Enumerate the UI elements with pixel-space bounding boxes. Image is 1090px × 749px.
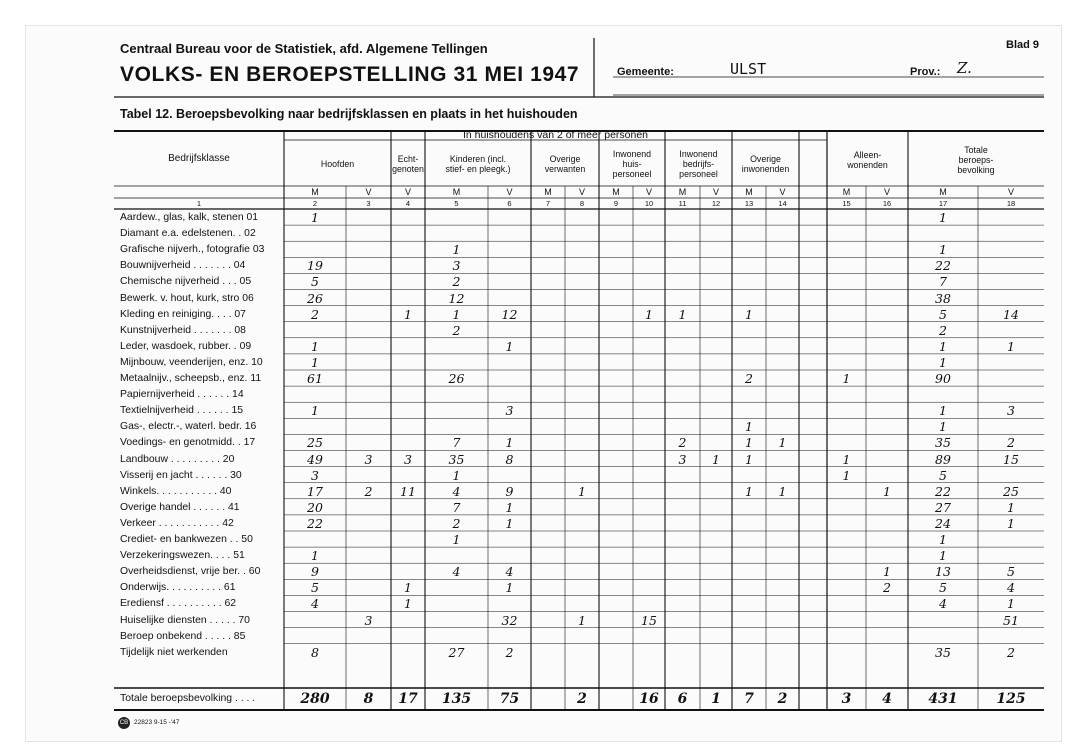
row-label: Leder, wasdoek, rubber. . 09	[120, 340, 252, 352]
table-cell: 22	[935, 258, 951, 274]
table-cell: 38	[935, 290, 951, 306]
table-cell: 9	[505, 483, 514, 499]
sex-label: M	[939, 187, 947, 197]
table-cell: 3	[364, 612, 373, 628]
totals-label: Totale beroepsbevolking . . . .	[120, 693, 256, 704]
column-number: 5	[454, 198, 459, 208]
row-label: Metaalnijv., scheepsb., enz. 11	[120, 373, 262, 384]
table-cell: 4	[452, 564, 461, 580]
table-cell: 1	[404, 596, 412, 612]
table-cell: 1	[883, 564, 891, 580]
table-cell: 89	[935, 451, 951, 467]
table-cell: 61	[307, 371, 323, 386]
row-label: Overige handel . . . . . . 41	[120, 501, 240, 513]
table-cell: 1	[505, 515, 514, 531]
table-cell: 1	[939, 354, 947, 370]
sex-label: V	[712, 187, 719, 197]
column-number: 13	[744, 198, 754, 208]
column-number: 7	[545, 198, 551, 208]
column-number: 11	[678, 198, 687, 208]
table-cell: 3	[364, 451, 373, 467]
table-cell: 3	[311, 467, 319, 483]
table-cell: 7	[452, 435, 461, 451]
totals-cell: 75	[499, 691, 520, 707]
table-cell: 1	[842, 467, 851, 483]
table-cell: 5	[1007, 564, 1015, 580]
column-number: 10	[644, 198, 654, 208]
table-cell: 2	[311, 306, 319, 322]
col-header-overige-verwanten: Overige verwanten	[544, 153, 586, 174]
totals-cell: 8	[363, 691, 374, 707]
table-title: Tabel 12. Beroepsbevolking naar bedrijfsklassen en plaats in het huishouden	[120, 107, 578, 121]
table-cell: 5	[939, 467, 947, 483]
row-label: Grafische nijverh., fotografie 03	[120, 244, 265, 256]
table-cell: 2	[452, 515, 461, 531]
table-cell: 1	[778, 435, 787, 451]
table-cell: 15	[641, 612, 657, 628]
col-header-totale-beroepsbevolking: Totale beroeps- bevolking	[957, 144, 995, 175]
sex-label: M	[311, 187, 319, 197]
row-label: Visserij en jacht . . . . . . 30	[120, 469, 242, 481]
totals-cell: 431	[928, 691, 958, 707]
table-cell: 1	[745, 483, 753, 499]
table-cell: 5	[939, 306, 947, 322]
table-cell: 1	[1007, 596, 1015, 612]
row-label: Winkels. . . . . . . . . . . 40	[120, 485, 232, 497]
table-cell: 14	[1003, 306, 1019, 322]
table-cell: 5	[311, 580, 319, 596]
row-label: Beroep onbekend . . . . . 85	[120, 630, 246, 642]
table-cell: 27	[935, 499, 951, 515]
table-cell: 7	[452, 499, 461, 515]
table-cell: 1	[452, 532, 461, 547]
table-cell: 1	[939, 242, 947, 258]
sex-label: M	[745, 187, 753, 197]
table-cell: 1	[939, 338, 947, 354]
column-number: 3	[366, 198, 371, 208]
table-cell: 2	[364, 483, 373, 499]
table-cell: 1	[404, 306, 412, 322]
sex-label: M	[842, 187, 851, 197]
table-cell: 4	[505, 564, 514, 580]
table-cell: 1	[939, 419, 947, 435]
table-cell: 27	[448, 644, 465, 660]
table-cell: 4	[452, 483, 461, 499]
province-label: Prov.:	[910, 66, 941, 78]
table-cell: 90	[935, 371, 951, 386]
table-cell: 2	[1007, 435, 1015, 451]
row-label: Voedings- en genotmidd. . 17	[120, 437, 256, 449]
table-cell: 3	[505, 403, 514, 419]
table-cell: 1	[578, 483, 586, 499]
col-header-echtgenoten: Echt- genoten	[392, 153, 424, 174]
totals-cell: 135	[441, 691, 472, 707]
table-cell: 2	[452, 322, 461, 338]
table-cell: 1	[505, 435, 514, 451]
table-cell: 1	[311, 338, 319, 354]
table-cell: 15	[1003, 451, 1019, 467]
row-label: Aardew., glas, kalk, stenen 01	[120, 212, 259, 223]
row-label: Crediet- en bankwezen . . 50	[120, 534, 253, 545]
table-cell: 22	[935, 483, 951, 499]
table-cell: 35	[935, 644, 951, 660]
page-title: VOLKS- EN BEROEPSTELLING 31 MEI 1947	[120, 63, 580, 86]
col-header-kinderen: Kinderen (incl. stief- en pleegk.)	[445, 153, 511, 174]
table-cell: 4	[1007, 580, 1015, 596]
col-header-alleenwonenden: Alleen- wonenden	[847, 149, 888, 170]
table-cell: 12	[501, 306, 518, 322]
column-number: 12	[711, 198, 721, 208]
table-cell: 1	[505, 338, 514, 354]
row-label: Mijnbouw, veenderijen, enz. 10	[120, 356, 263, 368]
table-cell: 1	[311, 210, 319, 225]
row-label: Erediensf . . . . . . . . . . 62	[120, 598, 237, 610]
totals-cell: 7	[744, 691, 754, 707]
sex-label: M	[452, 187, 461, 197]
totals-cell: 4	[882, 691, 892, 707]
table-cell: 2	[883, 580, 891, 596]
sex-label: V	[1007, 187, 1014, 197]
table-cell: 1	[745, 419, 753, 435]
table-cell: 1	[778, 483, 787, 499]
table-cell: 1	[745, 306, 753, 322]
table-cell: 5	[311, 274, 319, 290]
table-cell: 1	[645, 306, 653, 322]
table-cell: 1	[939, 403, 947, 419]
column-number: 18	[1006, 198, 1016, 208]
col-header-inwonend-bedrijfspersoneel: Inwonend bedrijfs- personeel	[679, 148, 718, 179]
organisation-line: Centraal Bureau voor de Statistiek, afd. Algemene Tellingen	[120, 41, 488, 56]
table-cell: 3	[452, 258, 461, 274]
table-cell: 2	[1007, 644, 1015, 660]
table-cell: 1	[311, 548, 319, 564]
table-cell: 7	[939, 274, 947, 290]
totals-cell: 16	[639, 691, 659, 707]
table-cell: 8	[311, 644, 319, 660]
row-label: Bouwnijverheid . . . . . . . 04	[120, 260, 246, 272]
table-cell: 19	[307, 258, 323, 274]
sex-label: M	[678, 187, 687, 197]
col-header-inwonend-huispersoneel: Inwonend huis- personeel	[612, 148, 652, 179]
column-number: 8	[579, 198, 585, 208]
column-number: 2	[312, 198, 318, 208]
row-label: Chemische nijverheid . . . 05	[120, 276, 252, 288]
table-cell: 2	[505, 644, 514, 660]
totals-cell: 280	[300, 691, 330, 707]
sex-label: V	[645, 187, 652, 197]
table-cell: 1	[505, 580, 514, 596]
row-label: Landbouw . . . . . . . . . 20	[120, 453, 235, 465]
table-cell: 26	[307, 290, 323, 306]
province-value: Z.	[957, 59, 972, 77]
table-cell: 1	[939, 532, 947, 547]
table-cell: 24	[935, 515, 951, 531]
sheet-number: Blad 9	[1006, 39, 1040, 51]
table-cell: 1	[883, 483, 891, 499]
table-cell: 13	[935, 564, 951, 580]
table-cell: 1	[939, 210, 947, 225]
table-cell: 49	[307, 451, 323, 467]
row-label: Textielnijverheid . . . . . . 15	[120, 405, 244, 417]
row-label: Onderwijs. . . . . . . . . . 61	[120, 582, 236, 594]
row-label: Diamant e.a. edelstenen. . 02	[120, 228, 256, 240]
totals-cell: 2	[777, 691, 788, 707]
table-cell: 51	[1003, 612, 1019, 628]
col-header-overige-inwonenden: Overige inwonenden	[741, 153, 790, 174]
table-cell: 3	[404, 451, 412, 467]
printer-logo: CB	[118, 717, 130, 729]
table-cell: 25	[1003, 483, 1019, 499]
totals-cell: 6	[677, 691, 688, 707]
table-cell: 35	[935, 435, 951, 451]
column-number: 14	[778, 198, 787, 208]
table-cell: 32	[501, 612, 518, 628]
table-cell: 1	[1007, 499, 1015, 515]
sex-label: V	[365, 187, 372, 197]
sex-label: V	[404, 187, 411, 197]
table-cell: 1	[404, 580, 412, 596]
row-label: Verzekeringswezen. . . . 51	[120, 550, 245, 562]
row-label: Papiernijverheid . . . . . . 14	[120, 389, 244, 401]
totals-cell: 125	[996, 691, 1026, 707]
table-cell: 1	[712, 451, 720, 467]
table-cell: 2	[745, 371, 753, 386]
table-cell: 8	[505, 451, 514, 467]
sex-label: V	[883, 187, 890, 197]
table-cell: 1	[505, 499, 514, 515]
row-label: Bewerk. v. hout, kurk, stro 06	[120, 292, 254, 304]
table-cell: 26	[448, 371, 465, 386]
table-cell: 17	[307, 483, 323, 499]
col-header-hoofden: Hoofden	[320, 158, 355, 169]
sex-label: M	[612, 187, 620, 197]
table-cell: 1	[311, 403, 319, 419]
totals-cell: 1	[711, 691, 721, 707]
table-cell: 1	[745, 451, 753, 467]
table-cell: 3	[678, 451, 687, 467]
table-cell: 25	[307, 435, 323, 451]
table-cell: 1	[578, 612, 586, 628]
row-label: Huiselijke diensten . . . . . 70	[120, 614, 250, 626]
column-number: 17	[938, 198, 948, 208]
column-number: 15	[842, 198, 851, 208]
print-stamp: 22823 9-15 -'47	[134, 719, 180, 726]
gemeente-value: ULST	[730, 60, 767, 78]
column-number: 6	[507, 198, 512, 208]
row-label: Gas-, electr.-, waterl. bedr. 16	[120, 421, 257, 433]
table-cell: 9	[311, 564, 319, 580]
table-cell: 4	[311, 596, 319, 612]
table-cell: 11	[400, 483, 416, 499]
table-cell: 1	[678, 306, 687, 322]
table-cell: 35	[448, 451, 465, 467]
table-cell: 1	[842, 371, 851, 386]
table-cell: 22	[307, 515, 323, 531]
table-cell: 2	[678, 435, 687, 451]
row-label: Overheidsdienst, vrije ber. . 60	[120, 566, 261, 578]
totals-cell: 2	[577, 691, 587, 707]
row-label: Verkeer . . . . . . . . . . . 42	[120, 517, 234, 529]
table-cell: 12	[448, 290, 465, 306]
table-cell: 1	[745, 435, 753, 451]
table-cell: 1	[452, 467, 461, 483]
sex-label: M	[544, 187, 552, 197]
row-label: Kleding en reiniging. . . . 07	[120, 308, 246, 320]
column-number: 9	[613, 198, 619, 208]
row-label: Kunstnijverheid . . . . . . . 08	[120, 324, 246, 336]
table-cell: 5	[939, 580, 947, 596]
group-header-label: In huishoudens van 2 of meer personen	[462, 129, 649, 141]
table-cell: 1	[842, 451, 851, 467]
table-cell: 1	[452, 306, 461, 322]
table-cell: 1	[452, 242, 461, 258]
column-number: 1	[196, 198, 202, 208]
col-header-bedrijfsklasse: Bedrijfsklasse	[168, 152, 230, 164]
column-number: 4	[405, 198, 411, 208]
table-cell: 1	[1007, 338, 1015, 354]
table-cell: 1	[939, 548, 947, 564]
totals-cell: 3	[841, 691, 852, 707]
table-cell: 4	[939, 596, 947, 612]
table-cell: 3	[1007, 403, 1015, 419]
column-number: 16	[882, 198, 892, 208]
table-cell: 2	[939, 322, 947, 338]
totals-cell: 17	[398, 691, 418, 707]
sex-label: V	[506, 187, 513, 197]
table-cell: 1	[1007, 515, 1015, 531]
gemeente-label: Gemeente:	[617, 66, 674, 78]
sex-label: V	[779, 187, 786, 197]
row-label: Tijdelijk niet werkenden	[120, 646, 228, 658]
table-cell: 2	[452, 274, 461, 290]
sex-label: V	[578, 187, 585, 197]
table-cell: 1	[311, 354, 319, 370]
table-cell: 20	[307, 499, 323, 515]
